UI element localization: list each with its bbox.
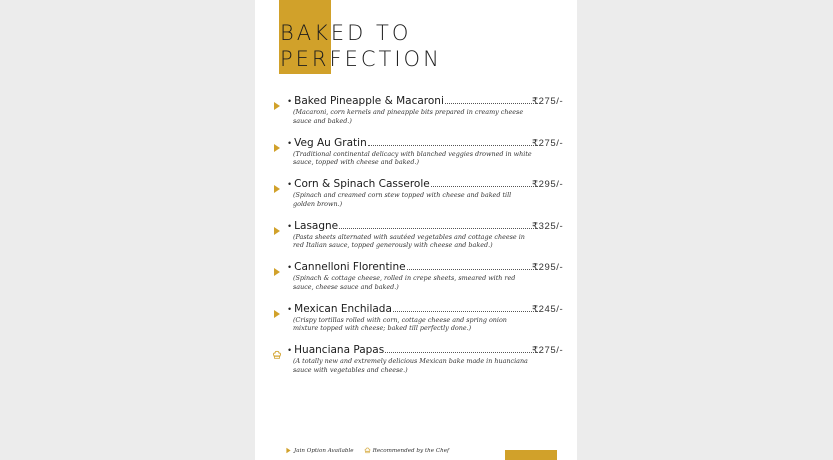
legend-chef-label: Recommended by the Chef: [372, 447, 450, 454]
item-description: (Traditional continental delicacy with blanched veggies drowned in white sauce, topped with cheese and baked.): [293, 149, 532, 167]
item-name-row: [288, 344, 538, 356]
item-bullet: •: [288, 345, 292, 355]
item-bullet: •: [288, 137, 292, 148]
chef-hat-icon: [364, 447, 371, 454]
item-name: Lasagne: [294, 219, 339, 232]
footer-accent-block: [505, 450, 557, 460]
item-description: (Spinach and creamed corn stew topped with cheese and baked till golden brown.): [293, 191, 512, 208]
item-price: ₹275/-: [532, 137, 564, 149]
jain-option-icon: [285, 447, 292, 454]
legend-jain-label: Jain Option Available: [294, 447, 354, 454]
item-name-row: [288, 95, 538, 107]
page-title: [280, 20, 442, 72]
item-description: (Crispy tortillas rolled with corn, cottage cheese and spring onion mixture topped with cheese; baked till perfectly done.): [293, 315, 507, 333]
item-bullet: •: [288, 220, 292, 231]
item-bullet: •: [288, 179, 292, 189]
item-description: (Spinach & cottage cheese, rolled in crepe sheets, smeared with red sauce, cheese sauce and baked.): [293, 274, 516, 291]
legend: [285, 447, 459, 454]
title-line-1: BAKED TO: [280, 21, 412, 45]
jain-option-icon: [272, 223, 282, 233]
item-description: (Macaroni, corn kernels and pineapple bits prepared in creamy cheese sauce and baked.): [293, 108, 524, 125]
item-description: (A totally new and extremely delicious Mexican bake made in huanciana sauce with vegetables and cheese.): [293, 357, 528, 374]
item-name: Corn & Spinach Casserole: [294, 178, 430, 190]
menu-list: [272, 95, 572, 386]
item-price: ₹325/-: [532, 220, 564, 232]
item-price: ₹245/-: [532, 303, 564, 315]
jain-option-icon: [272, 181, 282, 191]
item-name-row: [288, 261, 538, 273]
jain-option-icon: [272, 140, 282, 150]
menu-item: [272, 137, 572, 177]
item-price: ₹295/-: [532, 262, 564, 273]
chef-hat-icon: [272, 347, 282, 357]
item-price: ₹275/-: [532, 345, 564, 356]
item-bullet: •: [288, 96, 292, 106]
item-name: Mexican Enchilada: [294, 302, 392, 315]
item-name-row: [288, 137, 538, 149]
item-bullet: •: [288, 262, 292, 272]
jain-option-icon: [272, 264, 282, 274]
item-name-row: [288, 178, 538, 190]
menu-item: [272, 220, 572, 260]
menu-item: [272, 344, 572, 384]
leader-dots: [385, 345, 538, 353]
item-description: (Pasta sheets alternated with sautéed vegetables and cottage cheese in red Italian sauce, topped generously with cheese and baked.): [293, 232, 525, 250]
item-price: ₹295/-: [532, 179, 564, 190]
item-bullet: •: [288, 303, 292, 314]
item-name: Cannelloni Florentine: [294, 261, 406, 273]
menu-item: [272, 261, 572, 301]
leader-dots: [431, 179, 538, 187]
menu-item: [272, 303, 572, 343]
item-price: ₹275/-: [532, 96, 564, 107]
menu-item: [272, 178, 572, 218]
item-name: Baked Pineapple & Macaroni: [294, 95, 444, 107]
leader-dots: [368, 138, 538, 146]
title-line-2: PERFECTION: [280, 47, 442, 71]
menu-page: [255, 0, 577, 460]
leader-dots: [339, 221, 538, 229]
leader-dots: [407, 262, 538, 270]
menu-item: [272, 95, 572, 135]
item-name-row: [288, 303, 538, 315]
item-name-row: [288, 220, 538, 232]
item-name: Huanciana Papas: [294, 344, 385, 356]
jain-option-icon: [272, 98, 282, 108]
jain-option-icon: [272, 306, 282, 316]
leader-dots: [445, 96, 538, 104]
leader-dots: [393, 304, 538, 312]
item-name: Veg Au Gratin: [294, 136, 367, 149]
